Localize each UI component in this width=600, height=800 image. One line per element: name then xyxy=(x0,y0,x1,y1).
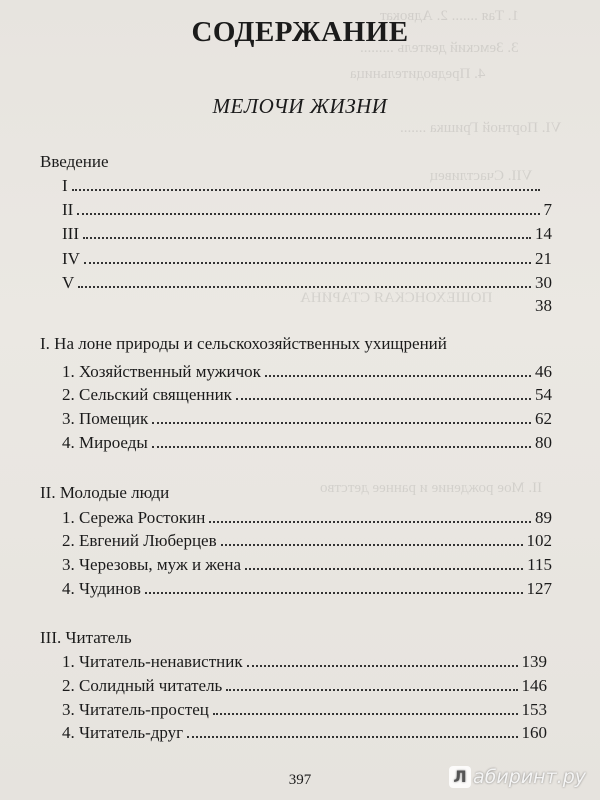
entry-label: 2. Солидный читатель xyxy=(62,676,223,695)
leader-dots xyxy=(226,688,517,691)
show-through-text: 4. Предводительница xyxy=(350,66,486,82)
entry-page: 127 xyxy=(526,579,552,598)
leader-dots xyxy=(187,735,517,738)
watermark-text: абиринт.ру xyxy=(473,766,586,788)
entry-label: 3. Читатель-простец xyxy=(62,700,209,719)
entry-page: 160 xyxy=(521,723,547,742)
entry-label: 1. Сережа Ростокин xyxy=(62,508,206,527)
show-through-text: 1. Тая ....... 2. Адвокат xyxy=(380,8,519,24)
entry-page: 139 xyxy=(521,652,547,671)
entry-label: V xyxy=(62,273,75,292)
entry-label: III xyxy=(62,224,79,243)
section-heading: I. На лоне природы и сельскохозяйственных ухищрений xyxy=(40,334,447,353)
leader-dots xyxy=(265,374,531,377)
toc-entry xyxy=(62,409,552,429)
toc-entry xyxy=(62,579,552,599)
entry-label: 2. Сельский священник xyxy=(62,385,232,404)
entry-page: 21 xyxy=(535,249,552,268)
entry-label: 4. Мироеды xyxy=(62,433,148,452)
toc-entry xyxy=(62,362,552,382)
toc-entry xyxy=(62,249,552,269)
entry-page: 46 xyxy=(535,362,552,381)
toc-entry xyxy=(62,700,547,720)
toc-entry xyxy=(62,555,552,575)
leader-dots xyxy=(247,664,518,667)
entry-page: 7 xyxy=(543,200,552,219)
toc-entry xyxy=(62,723,547,743)
toc-entry xyxy=(62,508,552,528)
entry-page: 115 xyxy=(527,555,552,574)
toc-entry xyxy=(62,176,544,196)
section-heading: III. Читатель xyxy=(40,628,132,647)
page-number: 397 xyxy=(288,772,312,788)
toc-entry xyxy=(62,433,552,453)
leader-dots xyxy=(236,397,531,400)
toc-entry xyxy=(62,385,552,405)
labirint-logo-icon: Л xyxy=(449,766,471,788)
toc-entry xyxy=(62,652,547,672)
show-through-text: 3. Земский деятель ......... xyxy=(360,40,519,56)
leader-dots xyxy=(84,261,531,264)
toc-entry xyxy=(62,273,552,293)
entry-label: IV xyxy=(62,249,80,268)
entry-label: II xyxy=(62,200,74,219)
leader-dots xyxy=(152,421,531,424)
show-through-text: VII. Счастливец xyxy=(430,168,533,184)
entry-label: 4. Чудинов xyxy=(62,579,141,598)
leader-dots xyxy=(77,212,539,215)
toc-entry xyxy=(62,200,552,220)
entry-page: 14 xyxy=(535,224,552,243)
entry-page: 89 xyxy=(535,508,552,527)
leader-dots xyxy=(78,285,531,288)
entry-page: 62 xyxy=(535,409,552,428)
work-title: МЕЛОЧИ ЖИЗНИ xyxy=(212,94,388,118)
leader-dots xyxy=(152,445,531,448)
toc-entry xyxy=(62,531,552,551)
entry-label: 1. Читатель-ненавистник xyxy=(62,652,243,671)
entry-page: 38 xyxy=(535,296,552,315)
entry-label: I xyxy=(62,176,68,195)
show-through-text: VI. Портной Гришка ....... xyxy=(400,120,562,136)
leader-dots xyxy=(213,712,518,715)
leader-dots xyxy=(83,236,531,239)
labirint-watermark xyxy=(449,766,586,788)
section-heading: II. Молодые люди xyxy=(40,483,170,502)
leader-dots xyxy=(145,591,523,594)
show-through-text: II. Мое рождение и раннее детство xyxy=(320,480,543,496)
entry-page: 102 xyxy=(526,531,552,550)
entry-label: 4. Читатель-друг xyxy=(62,723,184,742)
section-heading: Введение xyxy=(40,152,109,171)
toc-entry xyxy=(62,224,552,244)
entry-page: 30 xyxy=(535,273,552,292)
entry-label: 1. Хозяйственный мужичок xyxy=(62,362,261,381)
entry-label: 2. Евгений Люберцев xyxy=(62,531,217,550)
show-through-text: ПОШЕХОНСКАЯ СТАРИНА xyxy=(300,290,493,306)
leader-dots xyxy=(72,188,540,191)
leader-dots xyxy=(209,520,531,523)
entry-page: 80 xyxy=(535,433,552,452)
leader-dots xyxy=(221,543,523,546)
entry-label: 3. Черезовы, муж и жена xyxy=(62,555,241,574)
toc-entry xyxy=(62,296,552,316)
toc-entry xyxy=(62,676,547,696)
entry-page: 54 xyxy=(535,385,552,404)
page-title: СОДЕРЖАНИЕ xyxy=(191,16,409,48)
entry-label: 3. Помещик xyxy=(62,409,149,428)
entry-page: 146 xyxy=(521,676,547,695)
leader-dots xyxy=(245,567,523,570)
entry-page: 153 xyxy=(521,700,547,719)
